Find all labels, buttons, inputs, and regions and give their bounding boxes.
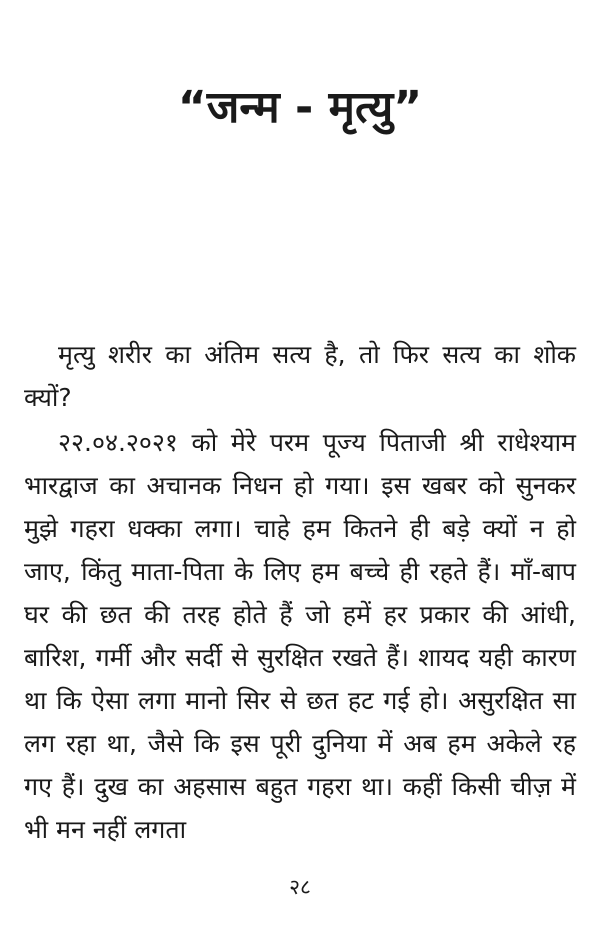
page-number: २८ (289, 875, 311, 899)
page-title: “जन्म - मृत्यु” (177, 82, 423, 133)
paragraph: २२.०४.२०२१ को मेरे परम पूज्य पिताजी श्री राधेश्याम भारद्वाज का अचानक निधन हो गया। इस खबर को सुनकर मुझे गहरा धक्का लगा। चाहे हम कितने ही बड़े क्यों न हो जाए, किंतु माता-पिता के लिए हम बच्चे ही रहते हैं। माँ-बाप घर की छत की तरह होते हैं जो हमें हर प्रकार की आंधी, बारिश, गर्मी और सर्दी से सुरक्षित रखते हैं। शायद यही कारण था कि ऐसा लगा मानो सिर से छत हट गई हो। असुरक्षित सा लग रहा था, जैसे कि इस पूरी दुनिया में अब हम अकेले रह गए हैं। दुख का अहसास बहुत गहरा था। कहीं किसी चीज़ में भी मन नहीं लगता (24, 428, 576, 844)
body-text (24, 333, 576, 851)
paragraph: मृत्यु शरीर का अंतिम सत्य है, तो फिर सत्य का शोक क्यों? (24, 340, 576, 412)
